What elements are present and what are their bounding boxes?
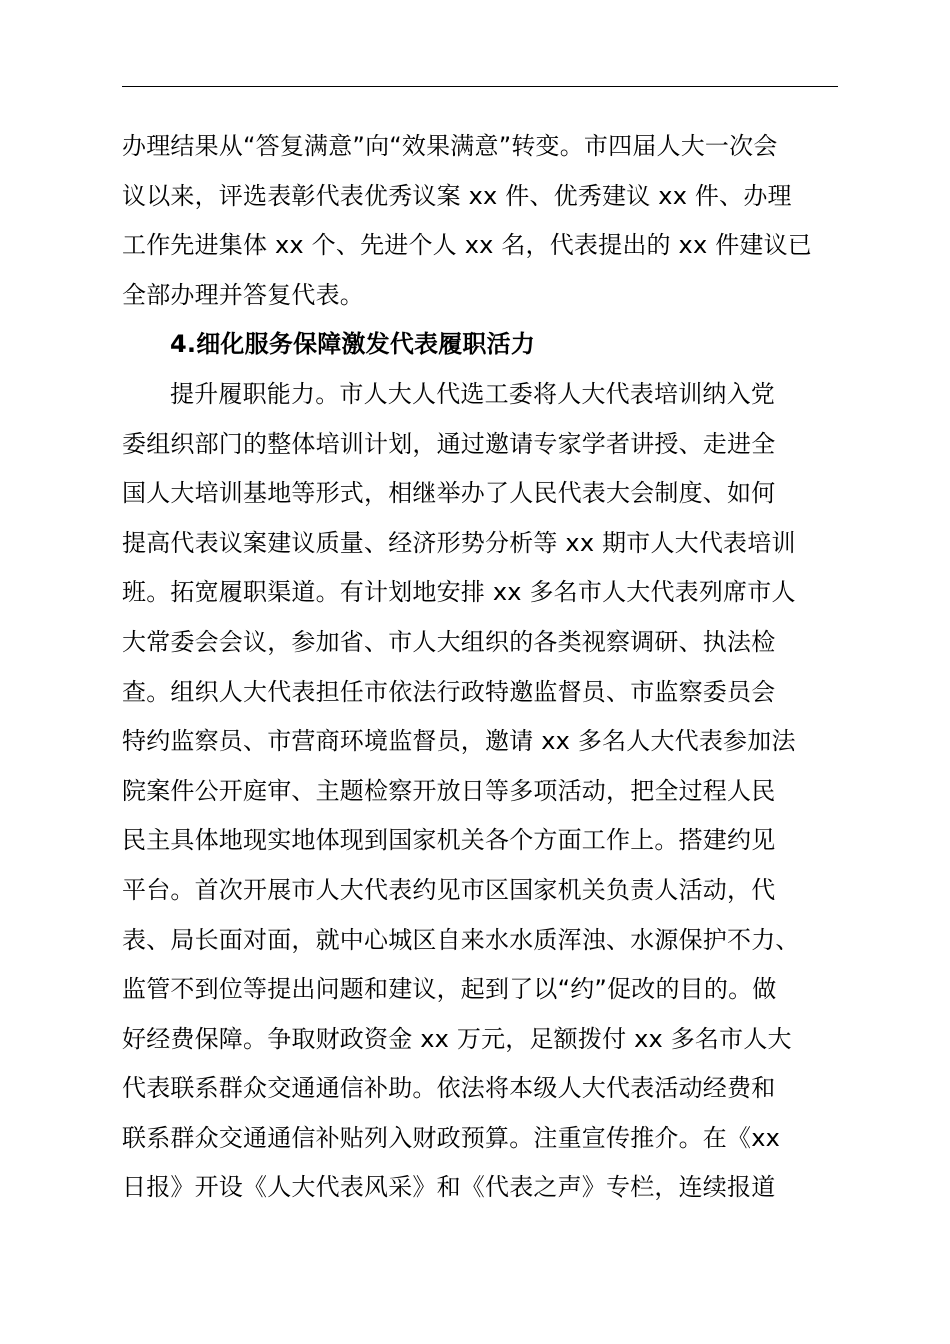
text-line: 工作先进集体 xx 个、先进个人 xx 名，代表提出的 xx 件建议已 [122, 231, 812, 260]
text-line: 日报》开设《人大代表风采》和《代表之声》专栏，连续报道 [122, 1173, 776, 1202]
header-rule [122, 86, 838, 87]
text-line: 提升履职能力。市人大人代选工委将人大代表培训纳入党 [170, 379, 775, 408]
text-line: 民主具体地现实地体现到国家机关各个方面工作上。搭建约见 [122, 826, 776, 855]
text-line: 平台。首次开展市人大代表约见市区国家机关负责人活动，代 [122, 875, 776, 904]
text-line: 联系群众交通通信补贴列入财政预算。注重宣传推介。在《xx [122, 1123, 781, 1152]
text-line: 院案件公开庭审、主题检察开放日等多项活动，把全过程人民 [122, 776, 776, 805]
text-line: 委组织部门的整体培训计划，通过邀请专家学者讲授、走进全 [122, 429, 776, 458]
text-line: 班。拓宽履职渠道。有计划地安排 xx 多名市人大代表列席市人 [122, 578, 796, 607]
text-line: 国人大培训基地等形式，相继举办了人民代表大会制度、如何 [122, 479, 776, 508]
text-line: 表、局长面对面，就中心城区自来水水质浑浊、水源保护不力、 [122, 925, 800, 954]
text-line: 提高代表议案建议质量、经济形势分析等 xx 期市人大代表培训 [122, 528, 796, 557]
text-line: 议以来，评选表彰代表优秀议案 xx 件、优秀建议 xx 件、办理 [122, 181, 792, 210]
text-line: 监管不到位等提出问题和建议，起到了以“约”促改的目的。做 [122, 975, 777, 1004]
text-line: 特约监察员、市营商环境监督员，邀请 xx 多名人大代表参加法 [122, 727, 796, 756]
text-line: 好经费保障。争取财政资金 xx 万元，足额拨付 xx 多名市人大 [122, 1024, 792, 1053]
text-line: 办理结果从“答复满意”向“效果满意”转变。市四届人大一次会 [122, 132, 778, 160]
section-heading: 4.细化服务保障激发代表履职活力 [170, 330, 536, 359]
text-line: 查。组织人大代表担任市依法行政特邀监督员、市监察委员会 [122, 677, 776, 706]
text-line: 全部办理并答复代表。 [122, 280, 364, 309]
document-body [122, 122, 842, 1213]
text-line: 代表联系群众交通通信补助。依法将本级人大代表活动经费和 [122, 1074, 776, 1103]
text-line: 大常委会会议，参加省、市人大组织的各类视察调研、执法检 [122, 627, 776, 656]
